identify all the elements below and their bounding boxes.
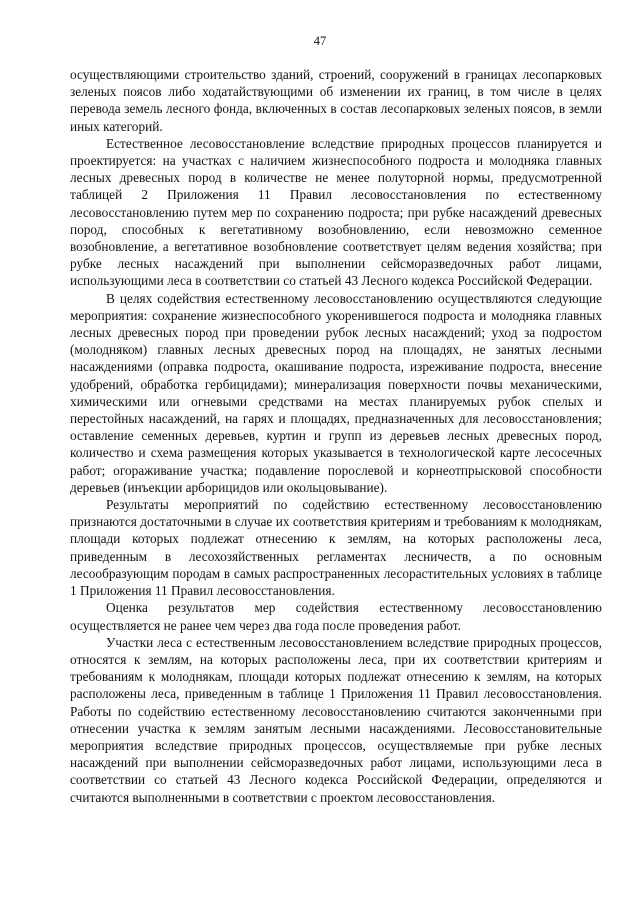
paragraph-5: Оценка результатов мер содействия естественному лесовосстановлению осуществляется не ранее чем через два года после проведения работ. xyxy=(70,600,602,633)
paragraph-6: Участки леса с естественным лесовосстановлением вследствие природных процессов, относятся к землям, на которых расположены леса, при их соответствии критериям и требованиям к молоднякам, площади которых подлежат отнесению к землям, на которых расположены леса, приведенным в таблице 1 Приложения 11 Правил лесовосстановления. Работы по содействию естественному лесовосстановлению считаются законченными при отнесении участка к землям занятым лесными насаждениями. Лесовосстановительные мероприятия вследствие природных процессов, осуществляемые при рубке лесных насаждений при выполнении сейсморазведочных работ лицами, использующими леса в соответствии со статьей 43 Лесного кодекса Российской Федерации, определяются и считаются выполненными в соответствии с проектом лесовосстановления. xyxy=(70,634,602,805)
page-number: 47 xyxy=(313,34,327,48)
document-body xyxy=(70,66,602,806)
paragraph-4: Результаты мероприятий по содействию естественному лесовосстановлению признаются достаточными в случае их соответствия критериям и требованиям к молоднякам, площади которых подлежат отнесению к землям, на которых расположены леса, приведенным в лесохозяйственных регламентах лесничеств, а по основным лесообразующим породам в самых распространенных лесорастительных условиях в таблице 1 Приложения 11 Правил лесовосстановления. xyxy=(70,497,602,599)
paragraph-1: осуществляющими строительство зданий, строений, сооружений в границах лесопарковых зеленых поясов либо ходатайствующими об изменении их границ, в том числе в целях перевода земель лесного фонда, включенных в состав лесопарковых зеленых поясов, в земли иных категорий. xyxy=(70,67,602,134)
paragraph-2: Естественное лесовосстановление вследствие природных процессов планируется и проектируется: на участках с наличием жизнеспособного подроста и молодняка главных лесных древесных пород в количестве не менее полуторной нормы, предусмотренной таблицей 2 Приложения 11 Правил лесовосстановления по естественному лесовосстановлению путем мер по сохранению подроста; при рубке насаждений древесных пород, способных к вегетативному возобновлению, если невозможно семенное возобновление, а вегетативное возобновление соответствует целям ведения хозяйства; при рубке лесных насаждений при выполнении сейсморазведочных работ лицами, использующими леса в соответствии со статьей 43 Лесного кодекса Российской Федерации. xyxy=(70,135,602,289)
paragraph-3: В целях содействия естественному лесовосстановлению осуществляются следующие мероприятия: сохранение жизнеспособного укоренившегося подроста и молодняка главных лесных древесных пород при проведении рубок лесных насаждений; уход за подростом (молодняком) главных лесных древесных пород на площадях, не занятых лесными насаждениями (оправка подроста, окашивание подроста, изреживание подроста, внесение удобрений, обработка гербицидами); минерализация поверхности почвы механическими, химическими или огневыми средствами на местах планируемых рубок спелых и перестойных насаждений, на гарях и площадях, предназначенных для лесовосстановления; оставление семенных деревьев, куртин и групп из деревьев лесных древесных пород, количество и схема размещения которых указывается в технологической карте лесосечных работ; огораживание участка; подавление порослевой и корнеотпрысковой способности деревьев (инъекции арборицидов или окольцовывание). xyxy=(70,290,602,495)
